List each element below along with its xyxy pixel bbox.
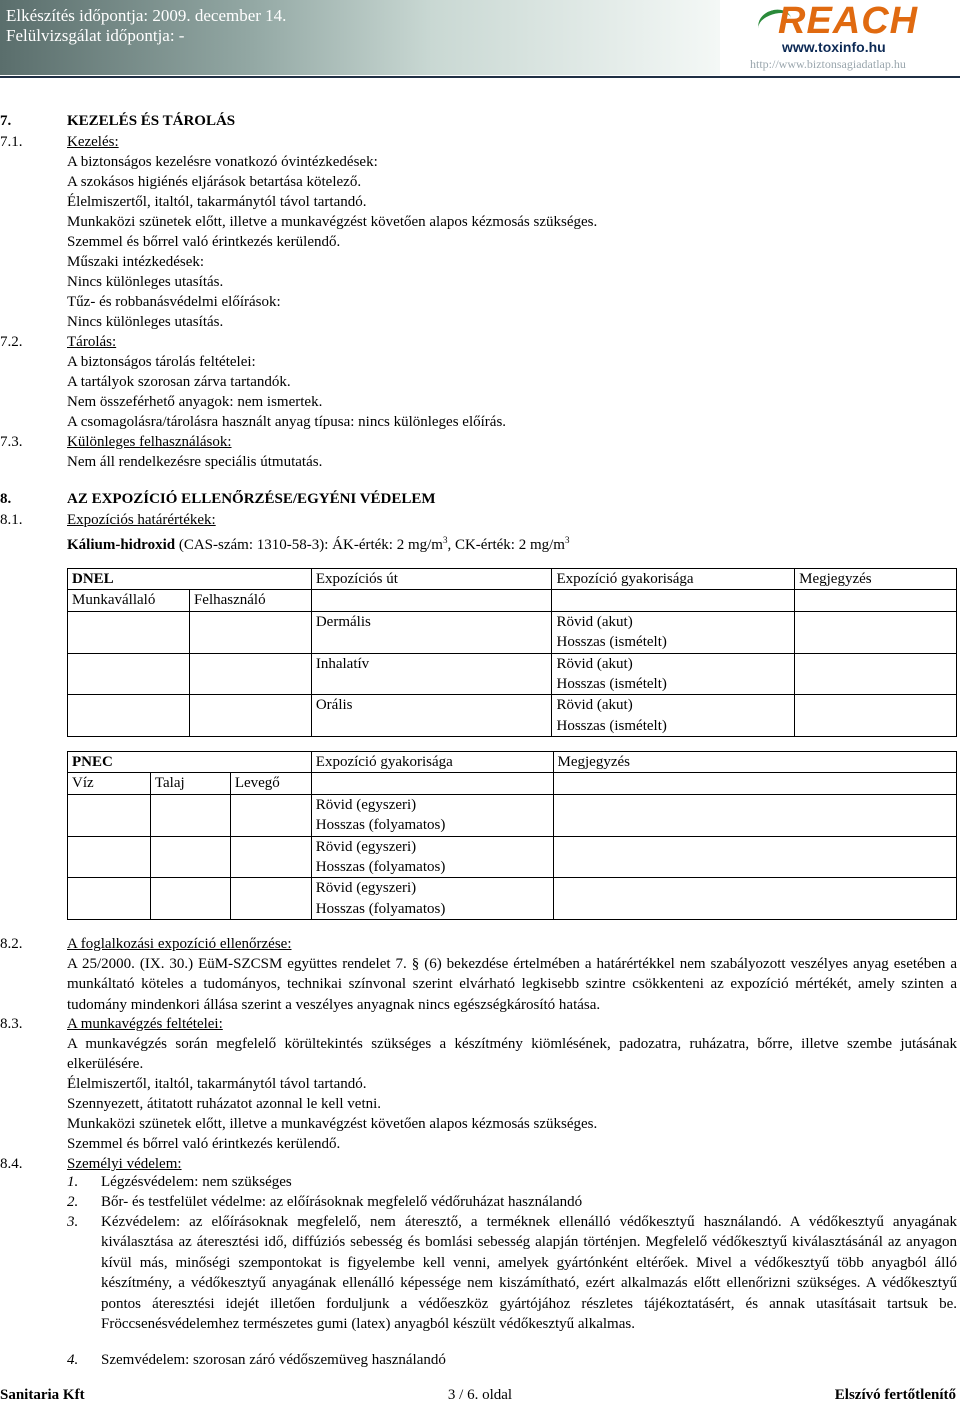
text-line: Élelmiszertől, italtól, takarmánytól távol tartandó. (67, 1076, 367, 1092)
revision-date: Felülvizsgálat időpontja: - (6, 26, 185, 45)
section-8-3-title: A munkavégzés feltételei: (67, 1016, 223, 1032)
list-item: Bőr- és testfelület védelme: az előírásoknak megfelelő védőruházat használandó (101, 1194, 583, 1210)
section-7-3-title: Különleges felhasználások: (67, 434, 232, 450)
table-row: Rövid (egyszeri) Hosszas (folyamatos) (68, 794, 957, 836)
text-line: A csomagolásra/tárolásra használt anyag típusa: nincs különleges előírás. (67, 414, 507, 430)
table-row: Rövid (egyszeri) Hosszas (folyamatos) (68, 878, 957, 920)
section-8-2-title: A foglalkozási expozíció ellenőrzése: (67, 936, 292, 952)
note-header: Megjegyzés (553, 752, 956, 773)
list-item-number: 3. (67, 1214, 79, 1230)
section-7-2-number: 7.2. (0, 334, 23, 350)
section-8-2-number: 8.2. (0, 936, 23, 952)
water-header: Víz (68, 773, 151, 794)
section-8-3-number: 8.3. (0, 1016, 23, 1032)
text-line: Élelmiszertől, italtól, takarmánytól távol tartandó. (67, 194, 367, 210)
note-header: Megjegyzés (795, 569, 957, 590)
section-8-title: AZ EXPOZÍCIÓ ELLENŐRZÉSE/EGYÉNI VÉDELEM (67, 491, 436, 507)
table-row: Inhalatív Rövid (akut) Hosszas (ismételt) (68, 653, 957, 695)
logo-url: www.toxinfo.hu (782, 39, 886, 55)
text-line: Szennyezett, átitatott ruházatot azonnal le kell vetni. (67, 1096, 382, 1112)
text-line: Tűz- és robbanásvédelmi előírások: (67, 294, 281, 310)
list-item-number: 1. (67, 1174, 79, 1190)
list-item: Szemvédelem: szorosan záró védőszemüveg használandó (101, 1352, 446, 1368)
list-item-number: 4. (67, 1352, 79, 1368)
site-url: http://www.biztonsagiadatlap.hu (750, 57, 906, 71)
section-7-1-number: 7.1. (0, 134, 23, 150)
footer-page-number: 3 / 6. oldal (447, 1387, 513, 1403)
table-row: Dermális Rövid (akut) Hosszas (ismételt) (68, 611, 957, 653)
soil-header: Talaj (150, 773, 230, 794)
text-line: A szokásos higiénés eljárások betartása kötelező. (67, 174, 362, 190)
text-line: A biztonságos tárolás feltételei: (67, 354, 256, 370)
list-item-number: 2. (67, 1194, 79, 1210)
frequency-header: Expozíció gyakorisága (311, 752, 553, 773)
list-item: Kézvédelem: az előírásoknak megfelelő, nem áteresztő, a terméknek ellenálló védőkesztyű használandó. A védőkesztyű anyagának kiválasztása az áteresztési idő, diffúziós sebesség és bomlási sebesség alapján történjen. Megfelelő védőkesztyű kiválasztásánál az anyagon kívül más, minőségi szempontokat is figyelembe kell venni, amelyek gyártónként eltérőek. Mivel a védőkesztyű több anyagból álló készítmény, a védőkesztyű anyagának ellenálló képessége nem kiszámítható, ezért alkalmazás előtt ellenőrizni szükséges. A védőkesztyű pontos áteresztési idejét illetően forduljunk a védőeszköz gyártójához részletes tájékoztatásért, és annak utasításait tartsuk be. Fröccsenésvédelemhez természetes gumi (latex) anyagból készült védőkesztyű alkalmas. (101, 1214, 957, 1333)
section-8-4-number: 8.4. (0, 1156, 23, 1172)
page-header (0, 0, 960, 78)
text-line: Szemmel és bőrrel való érintkezés kerülendő. (67, 234, 341, 250)
pnec-header: PNEC (68, 752, 312, 773)
dnel-header: DNEL (68, 569, 312, 590)
section-8-3-text: A munkavégzés során megfelelő körültekintés szükséges a készítmény kiömlésének, padozatra, ruházatra, bőrre, illetve szembe jutásának elkerülésére. (67, 1036, 957, 1073)
pnec-table (67, 751, 957, 920)
text-line: Nincs különleges utasítás. (67, 314, 224, 330)
user-header: Felhasználó (189, 590, 311, 611)
section-8-2-text: A 25/2000. (IX. 30.) EüM-SZCSM együttes rendelet 7. § (6) bekezdése értelmében a határértékkel nem szabályozott veszélyes anyag esetében a munkáltató köteles a tudományos, technikai színvonal szerint elvárható legkisebb szintre csökkenteni az expozíció mértékét, amely szinten a tudomány mindenkori állása szerint a veszélyes anyagnak nincs egészségkárosító hatása. (67, 956, 957, 1013)
text-line: A tartályok szorosan zárva tartandók. (67, 374, 291, 390)
list-item: Légzésvédelem: nem szükséges (101, 1174, 292, 1190)
reach-logo: REACH (778, 0, 919, 42)
section-7-1-title: Kezelés: (67, 134, 119, 150)
text-line: Nem összeférhető anyagok: nem ismertek. (67, 394, 323, 410)
section-8-1-number: 8.1. (0, 512, 23, 528)
section-7-2-title: Tárolás: (67, 334, 117, 350)
text-line: Szemmel és bőrrel való érintkezés kerülendő. (67, 1136, 341, 1152)
text-line: Munkaközi szünetek előtt, illetve a munkavégzést követően alapos kézmosás szükséges. (67, 1116, 598, 1132)
air-header: Levegő (230, 773, 311, 794)
footer-company: Sanitaria Kft (0, 1387, 85, 1403)
section-7-title: KEZELÉS ÉS TÁROLÁS (67, 113, 236, 129)
section-7-number: 7. (0, 113, 12, 129)
header-rule (0, 76, 960, 78)
worker-header: Munkavállaló (68, 590, 190, 611)
frequency-header: Expozíció gyakorisága (552, 569, 795, 590)
text-line: Műszaki intézkedések: (67, 254, 205, 270)
text-line: Munkaközi szünetek előtt, illetve a munkavégzést követően alapos kézmosás szükséges. (67, 214, 598, 230)
route-header: Expozíciós út (311, 569, 552, 590)
table-row: Orális Rövid (akut) Hosszas (ismételt) (68, 695, 957, 737)
footer-product: Elszívó fertőtlenítő (834, 1387, 956, 1403)
text-line: Nem áll rendelkezésre speciális útmutatás. (67, 454, 323, 470)
prepared-date: Elkészítés időpontja: 2009. december 14. (6, 6, 287, 25)
section-8-number: 8. (0, 491, 12, 507)
limit-values-line: Kálium-hidroxid (CAS-szám: 1310-58-3): ÁK-érték: 2 $mg/m^3$, CK-érték: 2 $mg/m^3$ (67, 535, 570, 553)
section-8-1-title: Expozíciós határértékek: (67, 512, 216, 528)
text-line: Nincs különleges utasítás. (67, 274, 224, 290)
table-row: Rövid (egyszeri) Hosszas (folyamatos) (68, 836, 957, 878)
dnel-table (67, 568, 957, 737)
substance-name: Kálium-hidroxid (67, 537, 176, 553)
text-line: A biztonságos kezelésre vonatkozó óvintézkedések: (67, 154, 378, 170)
section-8-4-title: Személyi védelem: (67, 1156, 182, 1172)
section-7-3-number: 7.3. (0, 434, 23, 450)
